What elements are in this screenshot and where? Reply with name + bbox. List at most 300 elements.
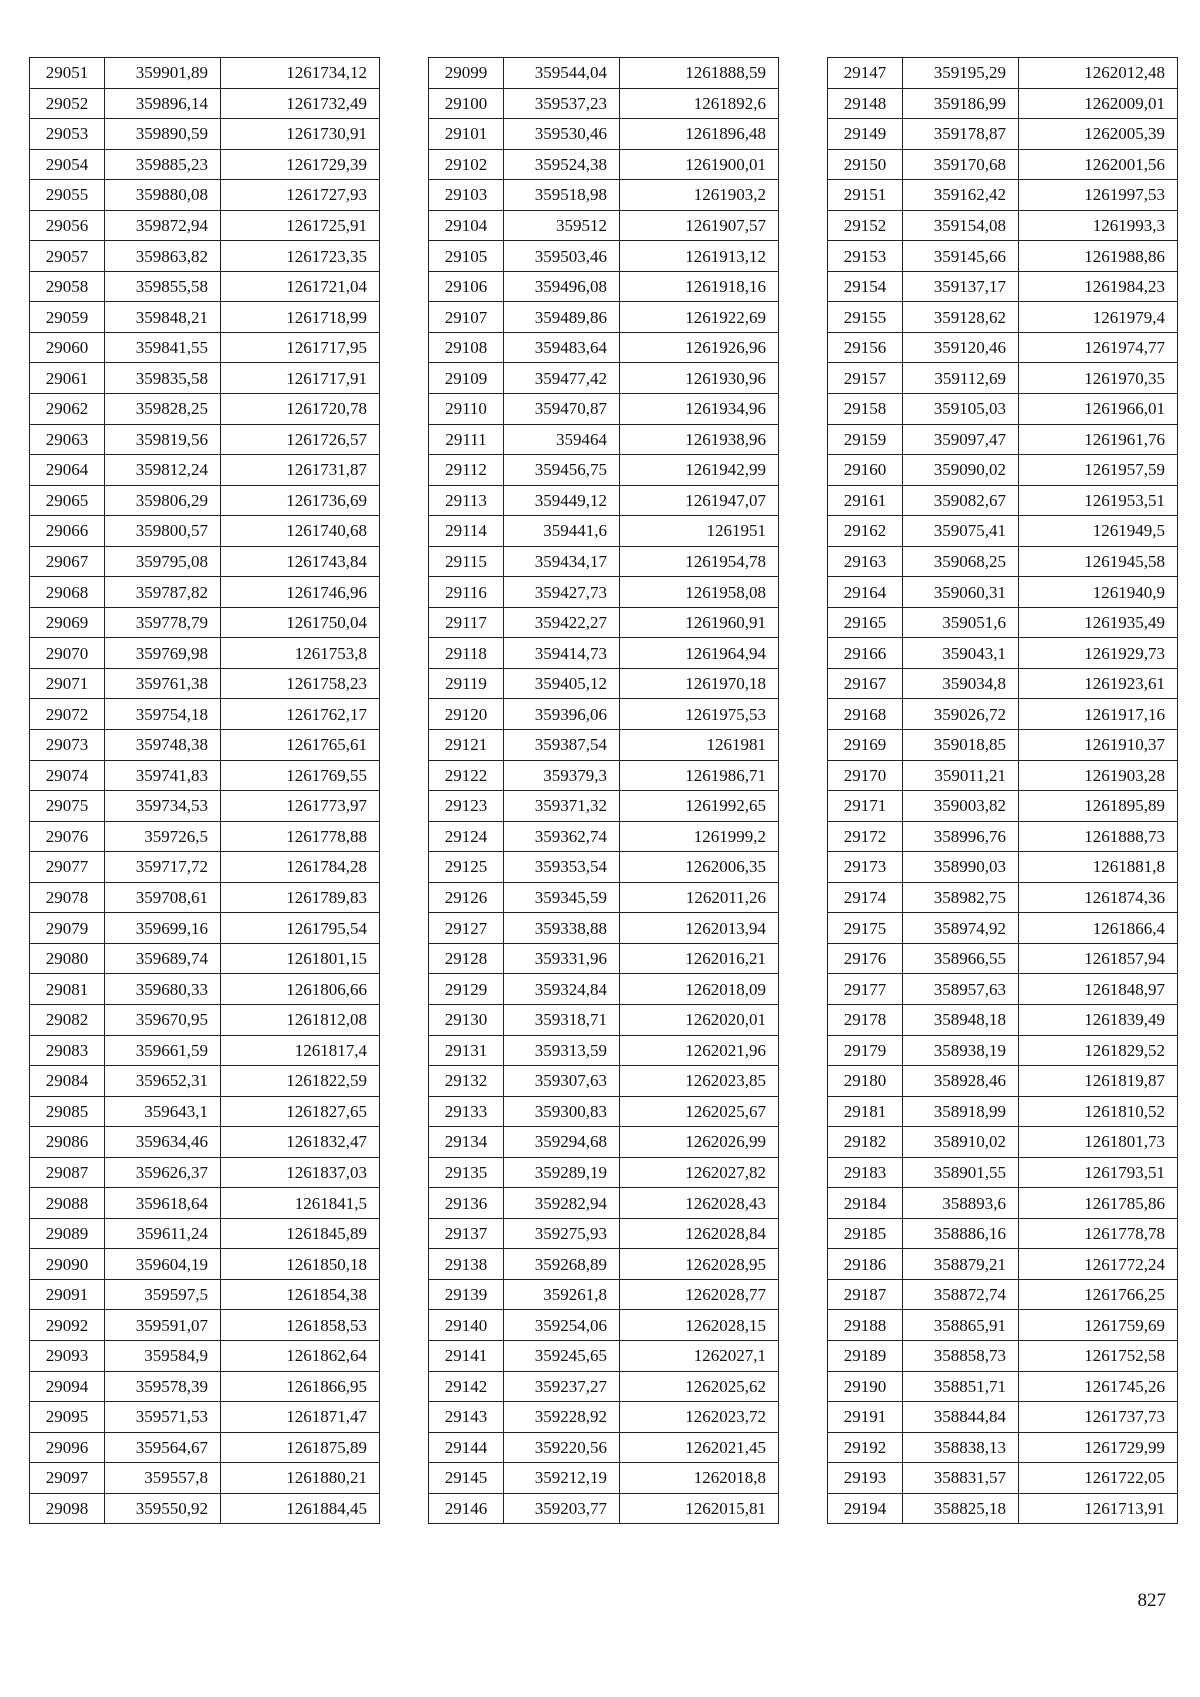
point-id-cell: 29054 <box>30 149 105 180</box>
table-row <box>429 1004 779 1035</box>
y-coordinate-cell: 1261974,77 <box>1019 332 1178 363</box>
y-coordinate-cell: 1261896,48 <box>620 119 779 150</box>
table-row <box>828 943 1178 974</box>
x-coordinate-cell: 359120,46 <box>903 332 1019 363</box>
x-coordinate-cell: 359885,23 <box>105 149 221 180</box>
x-coordinate-cell: 359896,14 <box>105 88 221 119</box>
x-coordinate-cell: 359483,64 <box>504 332 620 363</box>
table-row <box>828 1157 1178 1188</box>
x-coordinate-cell: 358901,55 <box>903 1157 1019 1188</box>
y-coordinate-cell: 1261721,04 <box>221 271 380 302</box>
table-row <box>828 1127 1178 1158</box>
table-row <box>429 730 779 761</box>
point-id-cell: 29090 <box>30 1249 105 1280</box>
x-coordinate-cell: 358838,13 <box>903 1432 1019 1463</box>
point-id-cell: 29109 <box>429 363 504 394</box>
y-coordinate-cell: 1262025,67 <box>620 1096 779 1127</box>
x-coordinate-cell: 359449,12 <box>504 485 620 516</box>
x-coordinate-cell: 359848,21 <box>105 302 221 333</box>
point-id-cell: 29188 <box>828 1310 903 1341</box>
point-id-cell: 29152 <box>828 210 903 241</box>
point-id-cell: 29095 <box>30 1402 105 1433</box>
table-row <box>828 241 1178 272</box>
table-row <box>828 1096 1178 1127</box>
point-id-cell: 29194 <box>828 1493 903 1524</box>
table-row <box>828 302 1178 333</box>
table-row <box>429 332 779 363</box>
table-row <box>30 1310 380 1341</box>
y-coordinate-cell: 1261903,28 <box>1019 760 1178 791</box>
point-id-cell: 29119 <box>429 668 504 699</box>
point-id-cell: 29167 <box>828 668 903 699</box>
x-coordinate-cell: 358865,91 <box>903 1310 1019 1341</box>
y-coordinate-cell: 1262018,09 <box>620 974 779 1005</box>
x-coordinate-cell: 359345,59 <box>504 882 620 913</box>
point-id-cell: 29051 <box>30 58 105 89</box>
x-coordinate-cell: 358918,99 <box>903 1096 1019 1127</box>
y-coordinate-cell: 1261854,38 <box>221 1279 380 1310</box>
x-coordinate-cell: 359578,39 <box>105 1371 221 1402</box>
x-coordinate-cell: 358928,46 <box>903 1066 1019 1097</box>
table-row <box>429 1310 779 1341</box>
point-id-cell: 29157 <box>828 363 903 394</box>
point-id-cell: 29173 <box>828 852 903 883</box>
table-row <box>429 882 779 913</box>
table-row <box>30 1127 380 1158</box>
x-coordinate-cell: 359754,18 <box>105 699 221 730</box>
y-coordinate-cell: 1261949,5 <box>1019 516 1178 547</box>
x-coordinate-cell: 359082,67 <box>903 485 1019 516</box>
x-coordinate-cell: 359261,8 <box>504 1279 620 1310</box>
x-coordinate-cell: 358879,21 <box>903 1249 1019 1280</box>
point-id-cell: 29132 <box>429 1066 504 1097</box>
table-row <box>30 913 380 944</box>
table-row <box>30 1218 380 1249</box>
x-coordinate-cell: 359761,38 <box>105 668 221 699</box>
x-coordinate-cell: 359550,92 <box>105 1493 221 1524</box>
x-coordinate-cell: 359043,1 <box>903 638 1019 669</box>
y-coordinate-cell: 1261848,97 <box>1019 974 1178 1005</box>
point-id-cell: 29071 <box>30 668 105 699</box>
table-row <box>828 271 1178 302</box>
point-id-cell: 29150 <box>828 149 903 180</box>
table-row <box>429 1096 779 1127</box>
table-row <box>828 546 1178 577</box>
table-row <box>429 546 779 577</box>
table-row <box>30 607 380 638</box>
point-id-cell: 29101 <box>429 119 504 150</box>
table-row <box>828 1279 1178 1310</box>
x-coordinate-cell: 359634,46 <box>105 1127 221 1158</box>
point-id-cell: 29172 <box>828 821 903 852</box>
table-row <box>30 760 380 791</box>
table-row <box>429 88 779 119</box>
point-id-cell: 29099 <box>429 58 504 89</box>
y-coordinate-cell: 1261723,35 <box>221 241 380 272</box>
table-row <box>429 699 779 730</box>
y-coordinate-cell: 1261929,73 <box>1019 638 1178 669</box>
x-coordinate-cell: 359524,38 <box>504 149 620 180</box>
y-coordinate-cell: 1262018,8 <box>620 1463 779 1494</box>
point-id-cell: 29102 <box>429 149 504 180</box>
x-coordinate-cell: 359237,27 <box>504 1371 620 1402</box>
y-coordinate-cell: 1261827,65 <box>221 1096 380 1127</box>
table-row <box>828 485 1178 516</box>
x-coordinate-cell: 359026,72 <box>903 699 1019 730</box>
point-id-cell: 29169 <box>828 730 903 761</box>
x-coordinate-cell: 359661,59 <box>105 1035 221 1066</box>
y-coordinate-cell: 1261737,73 <box>1019 1402 1178 1433</box>
table-row <box>30 363 380 394</box>
x-coordinate-cell: 359880,08 <box>105 180 221 211</box>
x-coordinate-cell: 359128,62 <box>903 302 1019 333</box>
point-id-cell: 29092 <box>30 1310 105 1341</box>
table-row <box>828 424 1178 455</box>
table-row <box>828 516 1178 547</box>
table-row <box>828 699 1178 730</box>
x-coordinate-cell: 358825,18 <box>903 1493 1019 1524</box>
point-id-cell: 29052 <box>30 88 105 119</box>
x-coordinate-cell: 359387,54 <box>504 730 620 761</box>
x-coordinate-cell: 359835,58 <box>105 363 221 394</box>
table-row <box>828 1402 1178 1433</box>
y-coordinate-cell: 1261839,49 <box>1019 1004 1178 1035</box>
table-row <box>828 119 1178 150</box>
table-row <box>828 821 1178 852</box>
y-coordinate-cell: 1261806,66 <box>221 974 380 1005</box>
x-coordinate-cell: 358957,63 <box>903 974 1019 1005</box>
point-id-cell: 29057 <box>30 241 105 272</box>
point-id-cell: 29175 <box>828 913 903 944</box>
table-row <box>828 1066 1178 1097</box>
y-coordinate-cell: 1261918,16 <box>620 271 779 302</box>
y-coordinate-cell: 1261841,5 <box>221 1188 380 1219</box>
x-coordinate-cell: 359530,46 <box>504 119 620 150</box>
x-coordinate-cell: 359464 <box>504 424 620 455</box>
x-coordinate-cell: 359105,03 <box>903 394 1019 425</box>
point-id-cell: 29148 <box>828 88 903 119</box>
table-row <box>30 699 380 730</box>
point-id-cell: 29147 <box>828 58 903 89</box>
point-id-cell: 29146 <box>429 1493 504 1524</box>
table-row <box>828 210 1178 241</box>
y-coordinate-cell: 1261966,01 <box>1019 394 1178 425</box>
table-row <box>30 1096 380 1127</box>
point-id-cell: 29187 <box>828 1279 903 1310</box>
table-row <box>30 577 380 608</box>
y-coordinate-cell: 1262028,84 <box>620 1218 779 1249</box>
y-coordinate-cell: 1261810,52 <box>1019 1096 1178 1127</box>
point-id-cell: 29135 <box>429 1157 504 1188</box>
x-coordinate-cell: 359503,46 <box>504 241 620 272</box>
point-id-cell: 29116 <box>429 577 504 608</box>
x-coordinate-cell: 359162,42 <box>903 180 1019 211</box>
y-coordinate-cell: 1261713,91 <box>1019 1493 1178 1524</box>
y-coordinate-cell: 1261845,89 <box>221 1218 380 1249</box>
point-id-cell: 29059 <box>30 302 105 333</box>
table-row <box>30 241 380 272</box>
table-row <box>30 88 380 119</box>
y-coordinate-cell: 1261718,99 <box>221 302 380 333</box>
table-row <box>30 638 380 669</box>
y-coordinate-cell: 1261981 <box>620 730 779 761</box>
x-coordinate-cell: 359034,8 <box>903 668 1019 699</box>
table-row <box>30 210 380 241</box>
table-row <box>30 882 380 913</box>
point-id-cell: 29176 <box>828 943 903 974</box>
y-coordinate-cell: 1261743,84 <box>221 546 380 577</box>
x-coordinate-cell: 359456,75 <box>504 455 620 486</box>
y-coordinate-cell: 1261822,59 <box>221 1066 380 1097</box>
table-row <box>429 852 779 883</box>
x-coordinate-cell: 358974,92 <box>903 913 1019 944</box>
x-coordinate-cell: 359097,47 <box>903 424 1019 455</box>
y-coordinate-cell: 1261765,61 <box>221 730 380 761</box>
table-row <box>30 332 380 363</box>
y-coordinate-cell: 1261753,8 <box>221 638 380 669</box>
point-id-cell: 29142 <box>429 1371 504 1402</box>
point-id-cell: 29114 <box>429 516 504 547</box>
y-coordinate-cell: 1261930,96 <box>620 363 779 394</box>
point-id-cell: 29068 <box>30 577 105 608</box>
y-coordinate-cell: 1262012,48 <box>1019 58 1178 89</box>
x-coordinate-cell: 359680,33 <box>105 974 221 1005</box>
table-row <box>30 302 380 333</box>
x-coordinate-cell: 359068,25 <box>903 546 1019 577</box>
x-coordinate-cell: 359422,27 <box>504 607 620 638</box>
table-row <box>429 1463 779 1494</box>
y-coordinate-cell: 1261900,01 <box>620 149 779 180</box>
point-id-cell: 29164 <box>828 577 903 608</box>
point-id-cell: 29134 <box>429 1127 504 1158</box>
point-id-cell: 29137 <box>429 1218 504 1249</box>
table-row <box>828 577 1178 608</box>
table-row <box>30 546 380 577</box>
x-coordinate-cell: 358938,19 <box>903 1035 1019 1066</box>
point-id-cell: 29174 <box>828 882 903 913</box>
y-coordinate-cell: 1262023,72 <box>620 1402 779 1433</box>
point-id-cell: 29062 <box>30 394 105 425</box>
y-coordinate-cell: 1261837,03 <box>221 1157 380 1188</box>
table-row <box>429 1432 779 1463</box>
point-id-cell: 29145 <box>429 1463 504 1494</box>
x-coordinate-cell: 358886,16 <box>903 1218 1019 1249</box>
point-id-cell: 29192 <box>828 1432 903 1463</box>
y-coordinate-cell: 1262015,81 <box>620 1493 779 1524</box>
x-coordinate-cell: 359228,92 <box>504 1402 620 1433</box>
table-row <box>30 730 380 761</box>
table-row <box>429 1157 779 1188</box>
x-coordinate-cell: 359689,74 <box>105 943 221 974</box>
table-row <box>429 1402 779 1433</box>
y-coordinate-cell: 1261997,53 <box>1019 180 1178 211</box>
y-coordinate-cell: 1261922,69 <box>620 302 779 333</box>
point-id-cell: 29153 <box>828 241 903 272</box>
y-coordinate-cell: 1261778,88 <box>221 821 380 852</box>
y-coordinate-cell: 1262011,26 <box>620 882 779 913</box>
point-id-cell: 29104 <box>429 210 504 241</box>
y-coordinate-cell: 1262027,1 <box>620 1340 779 1371</box>
x-coordinate-cell: 359557,8 <box>105 1463 221 1494</box>
table-row <box>30 516 380 547</box>
y-coordinate-cell: 1261960,91 <box>620 607 779 638</box>
table-row <box>429 271 779 302</box>
x-coordinate-cell: 359518,98 <box>504 180 620 211</box>
y-coordinate-cell: 1261961,76 <box>1019 424 1178 455</box>
y-coordinate-cell: 1261992,65 <box>620 791 779 822</box>
table-row <box>30 943 380 974</box>
y-coordinate-cell: 1262023,85 <box>620 1066 779 1097</box>
point-id-cell: 29078 <box>30 882 105 913</box>
y-coordinate-cell: 1261793,51 <box>1019 1157 1178 1188</box>
y-coordinate-cell: 1261892,6 <box>620 88 779 119</box>
table-row <box>30 1249 380 1280</box>
point-id-cell: 29186 <box>828 1249 903 1280</box>
table-row <box>828 791 1178 822</box>
y-coordinate-cell: 1262013,94 <box>620 913 779 944</box>
y-coordinate-cell: 1261731,87 <box>221 455 380 486</box>
y-coordinate-cell: 1261784,28 <box>221 852 380 883</box>
y-coordinate-cell: 1261722,05 <box>1019 1463 1178 1494</box>
table-row <box>828 180 1178 211</box>
y-coordinate-cell: 1261970,35 <box>1019 363 1178 394</box>
point-id-cell: 29170 <box>828 760 903 791</box>
x-coordinate-cell: 359795,08 <box>105 546 221 577</box>
y-coordinate-cell: 1261789,83 <box>221 882 380 913</box>
table-row <box>429 668 779 699</box>
point-id-cell: 29154 <box>828 271 903 302</box>
y-coordinate-cell: 1261875,89 <box>221 1432 380 1463</box>
table-row <box>828 638 1178 669</box>
point-id-cell: 29129 <box>429 974 504 1005</box>
y-coordinate-cell: 1261874,36 <box>1019 882 1178 913</box>
x-coordinate-cell: 359170,68 <box>903 149 1019 180</box>
y-coordinate-cell: 1261725,91 <box>221 210 380 241</box>
table-row <box>828 455 1178 486</box>
x-coordinate-cell: 359282,94 <box>504 1188 620 1219</box>
table-row <box>429 821 779 852</box>
table-row <box>828 1035 1178 1066</box>
point-id-cell: 29106 <box>429 271 504 302</box>
y-coordinate-cell: 1261759,69 <box>1019 1310 1178 1341</box>
y-coordinate-cell: 1261745,26 <box>1019 1371 1178 1402</box>
x-coordinate-cell: 359268,89 <box>504 1249 620 1280</box>
x-coordinate-cell: 359901,89 <box>105 58 221 89</box>
table-row <box>828 760 1178 791</box>
x-coordinate-cell: 359075,41 <box>903 516 1019 547</box>
table-row <box>30 424 380 455</box>
point-id-cell: 29181 <box>828 1096 903 1127</box>
x-coordinate-cell: 358872,74 <box>903 1279 1019 1310</box>
table-row <box>429 485 779 516</box>
x-coordinate-cell: 359537,23 <box>504 88 620 119</box>
table-row <box>30 119 380 150</box>
table-row <box>429 1127 779 1158</box>
x-coordinate-cell: 359245,65 <box>504 1340 620 1371</box>
table-row <box>429 58 779 89</box>
point-id-cell: 29144 <box>429 1432 504 1463</box>
x-coordinate-cell: 359872,94 <box>105 210 221 241</box>
point-id-cell: 29094 <box>30 1371 105 1402</box>
y-coordinate-cell: 1261884,45 <box>221 1493 380 1524</box>
y-coordinate-cell: 1261717,91 <box>221 363 380 394</box>
x-coordinate-cell: 359890,59 <box>105 119 221 150</box>
point-id-cell: 29061 <box>30 363 105 394</box>
point-id-cell: 29191 <box>828 1402 903 1433</box>
point-id-cell: 29121 <box>429 730 504 761</box>
point-id-cell: 29082 <box>30 1004 105 1035</box>
table-row <box>30 668 380 699</box>
table-row <box>30 821 380 852</box>
table-row <box>429 1371 779 1402</box>
table-row <box>828 1371 1178 1402</box>
table-row <box>429 913 779 944</box>
table-row <box>828 1310 1178 1341</box>
point-id-cell: 29178 <box>828 1004 903 1035</box>
point-id-cell: 29085 <box>30 1096 105 1127</box>
x-coordinate-cell: 359414,73 <box>504 638 620 669</box>
table-row <box>429 1249 779 1280</box>
y-coordinate-cell: 1261762,17 <box>221 699 380 730</box>
y-coordinate-cell: 1261986,71 <box>620 760 779 791</box>
point-id-cell: 29088 <box>30 1188 105 1219</box>
point-id-cell: 29151 <box>828 180 903 211</box>
point-id-cell: 29110 <box>429 394 504 425</box>
x-coordinate-cell: 359379,3 <box>504 760 620 791</box>
x-coordinate-cell: 359618,64 <box>105 1188 221 1219</box>
table-row <box>30 1402 380 1433</box>
point-id-cell: 29079 <box>30 913 105 944</box>
x-coordinate-cell: 359496,08 <box>504 271 620 302</box>
x-coordinate-cell: 358893,6 <box>903 1188 1019 1219</box>
table-row <box>30 974 380 1005</box>
y-coordinate-cell: 1262028,95 <box>620 1249 779 1280</box>
x-coordinate-cell: 359405,12 <box>504 668 620 699</box>
point-id-cell: 29089 <box>30 1218 105 1249</box>
x-coordinate-cell: 358858,73 <box>903 1340 1019 1371</box>
table-row <box>828 1340 1178 1371</box>
y-coordinate-cell: 1261785,86 <box>1019 1188 1178 1219</box>
table-row <box>828 1249 1178 1280</box>
table-row <box>30 1279 380 1310</box>
x-coordinate-cell: 359300,83 <box>504 1096 620 1127</box>
y-coordinate-cell: 1262026,99 <box>620 1127 779 1158</box>
x-coordinate-cell: 359726,5 <box>105 821 221 852</box>
table-row <box>429 1279 779 1310</box>
point-id-cell: 29087 <box>30 1157 105 1188</box>
table-row <box>828 1493 1178 1524</box>
y-coordinate-cell: 1261926,96 <box>620 332 779 363</box>
y-coordinate-cell: 1261729,99 <box>1019 1432 1178 1463</box>
point-id-cell: 29086 <box>30 1127 105 1158</box>
x-coordinate-cell: 359652,31 <box>105 1066 221 1097</box>
table-row <box>30 485 380 516</box>
point-id-cell: 29093 <box>30 1340 105 1371</box>
table-row <box>828 1432 1178 1463</box>
point-id-cell: 29171 <box>828 791 903 822</box>
y-coordinate-cell: 1261888,59 <box>620 58 779 89</box>
y-coordinate-cell: 1261903,2 <box>620 180 779 211</box>
point-id-cell: 29103 <box>429 180 504 211</box>
table-row <box>429 577 779 608</box>
x-coordinate-cell: 359362,74 <box>504 821 620 852</box>
table-row <box>429 516 779 547</box>
y-coordinate-cell: 1261935,49 <box>1019 607 1178 638</box>
x-coordinate-cell: 359812,24 <box>105 455 221 486</box>
table-row <box>828 974 1178 1005</box>
y-coordinate-cell: 1261942,99 <box>620 455 779 486</box>
table-row <box>429 210 779 241</box>
